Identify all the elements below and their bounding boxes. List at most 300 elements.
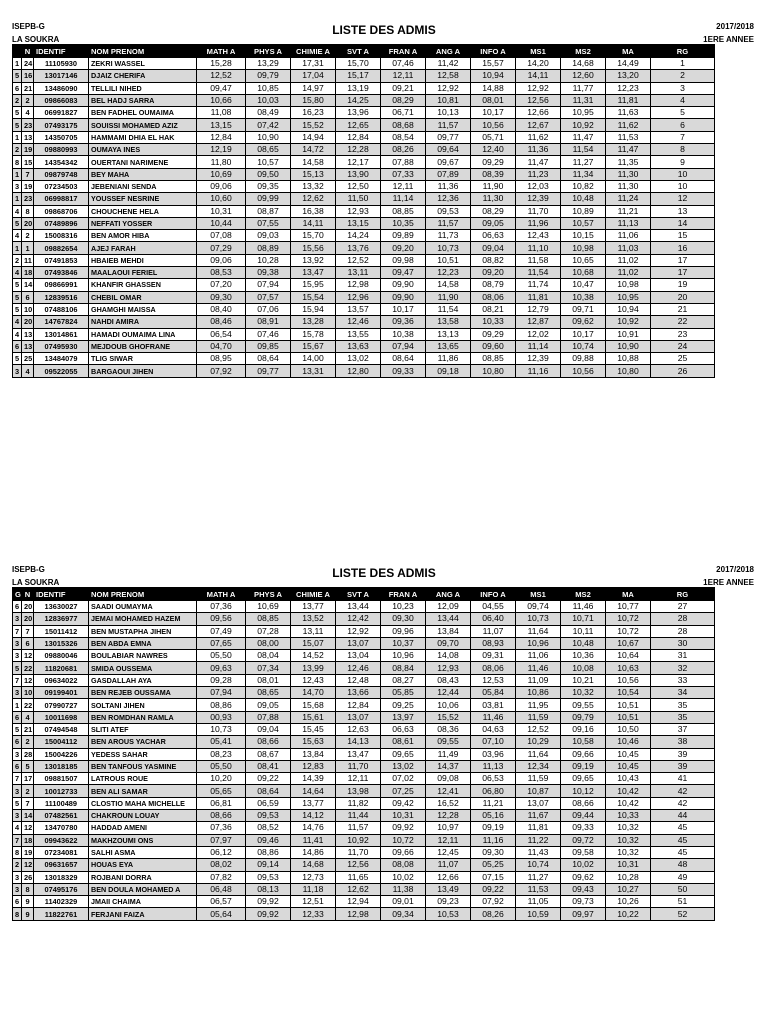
chimie-cell: 14,94 — [291, 131, 336, 143]
math-cell: 05,65 — [197, 785, 246, 797]
svt-cell: 12,46 — [336, 316, 381, 328]
table-row — [13, 205, 715, 217]
group-cell: 3 — [13, 180, 22, 192]
ang-cell: 09,70 — [426, 637, 471, 649]
math-cell: 06,81 — [197, 797, 246, 809]
phys-cell: 10,28 — [246, 254, 291, 266]
ang-cell: 12,11 — [426, 834, 471, 846]
rank-cell: 10 — [651, 180, 715, 192]
identifier-cell: 13484079 — [34, 353, 89, 365]
chimie-cell: 14,39 — [291, 773, 336, 785]
ms2-cell: 09,33 — [561, 822, 606, 834]
svt-cell: 13,07 — [336, 711, 381, 723]
rank-cell: 8 — [651, 144, 715, 156]
svt-cell: 13,02 — [336, 353, 381, 365]
chimie-cell: 14,52 — [291, 650, 336, 662]
rank-cell: 35 — [651, 711, 715, 723]
identifier-cell: 09881507 — [34, 773, 89, 785]
ms2-cell: 10,15 — [561, 230, 606, 242]
ms1-cell: 11,46 — [516, 662, 561, 674]
info-cell: 15,57 — [471, 58, 516, 70]
identifier-cell: 11100489 — [34, 797, 89, 809]
phys-cell: 08,65 — [246, 687, 291, 699]
table-row — [13, 662, 715, 674]
ms2-cell: 09,58 — [561, 846, 606, 858]
fran-cell: 09,65 — [381, 748, 426, 760]
fran-cell: 08,61 — [381, 736, 426, 748]
fran-cell: 10,72 — [381, 834, 426, 846]
table-row — [13, 303, 715, 315]
fran-cell: 11,14 — [381, 193, 426, 205]
fran-cell: 09,30 — [381, 613, 426, 625]
ms2-cell: 10,82 — [561, 180, 606, 192]
group-cell: 2 — [13, 144, 22, 156]
ms1-cell: 11,59 — [516, 711, 561, 723]
phys-cell: 09,99 — [246, 193, 291, 205]
info-cell: 10,94 — [471, 70, 516, 82]
ms2-cell: 10,57 — [561, 217, 606, 229]
table-row — [13, 279, 715, 291]
group-cell: 5 — [13, 217, 22, 229]
group-cell: 3 — [13, 748, 22, 760]
chimie-cell: 15,68 — [291, 699, 336, 711]
math-cell: 00,93 — [197, 711, 246, 723]
ang-cell: 15,52 — [426, 711, 471, 723]
ms1-cell: 12,03 — [516, 180, 561, 192]
svt-cell: 12,52 — [336, 254, 381, 266]
identifier-cell: 14767824 — [34, 316, 89, 328]
phys-cell: 08,85 — [246, 613, 291, 625]
math-cell: 09,30 — [197, 291, 246, 303]
number-cell: 13 — [22, 328, 34, 340]
column-header: ANG A — [426, 45, 471, 58]
ma-cell: 10,50 — [606, 723, 651, 735]
fran-cell: 08,84 — [381, 662, 426, 674]
identifier-cell: 13017146 — [34, 70, 89, 82]
identifier-cell: 12836977 — [34, 613, 89, 625]
ms2-cell: 10,56 — [561, 365, 606, 377]
chimie-cell: 13,77 — [291, 601, 336, 613]
fran-cell: 08,26 — [381, 144, 426, 156]
chimie-cell: 15,52 — [291, 119, 336, 131]
svt-cell: 11,57 — [336, 822, 381, 834]
math-cell: 11,80 — [197, 156, 246, 168]
group-cell: 6 — [13, 601, 22, 613]
math-cell: 07,36 — [197, 601, 246, 613]
ma-cell: 11,02 — [606, 267, 651, 279]
ms1-cell: 11,27 — [516, 871, 561, 883]
ms1-cell: 11,58 — [516, 254, 561, 266]
ma-cell: 10,51 — [606, 711, 651, 723]
rank-cell: 34 — [651, 687, 715, 699]
identifier-cell: 07495176 — [34, 883, 89, 895]
ms2-cell: 10,02 — [561, 859, 606, 871]
fran-cell: 09,98 — [381, 254, 426, 266]
table-row — [13, 217, 715, 229]
info-cell: 03,96 — [471, 748, 516, 760]
identifier-cell: 09634022 — [34, 674, 89, 686]
group-cell: 3 — [13, 785, 22, 797]
chimie-cell: 13,77 — [291, 797, 336, 809]
ang-cell: 11,90 — [426, 291, 471, 303]
identifier-cell: 07488106 — [34, 303, 89, 315]
info-cell: 08,85 — [471, 353, 516, 365]
phys-cell: 07,28 — [246, 625, 291, 637]
ang-cell: 12,66 — [426, 871, 471, 883]
number-cell: 21 — [22, 723, 34, 735]
fran-cell: 09,66 — [381, 846, 426, 858]
rank-cell: 38 — [651, 736, 715, 748]
table-row — [13, 601, 715, 613]
ms1-cell: 11,54 — [516, 267, 561, 279]
chimie-cell: 11,18 — [291, 883, 336, 895]
ms1-cell: 11,16 — [516, 365, 561, 377]
table-row — [13, 242, 715, 254]
number-cell: 18 — [22, 267, 34, 279]
identifier-cell: 07495930 — [34, 340, 89, 352]
table-row — [13, 883, 715, 895]
number-cell: 24 — [22, 58, 34, 70]
group-cell: 1 — [13, 131, 22, 143]
rank-cell: 28 — [651, 625, 715, 637]
ms2-cell: 10,47 — [561, 279, 606, 291]
ms2-cell: 10,38 — [561, 291, 606, 303]
name-cell: NEFFATI YOSSER — [89, 217, 197, 229]
table-row — [13, 180, 715, 192]
table-row — [13, 230, 715, 242]
chimie-cell: 14,12 — [291, 810, 336, 822]
table-row — [13, 797, 715, 809]
phys-cell: 08,01 — [246, 674, 291, 686]
identifier-cell: 12839516 — [34, 291, 89, 303]
info-cell: 14,88 — [471, 82, 516, 94]
school-name: ISEPB-G — [12, 22, 45, 31]
name-cell: BOULABIAR NAWRES — [89, 650, 197, 662]
group-cell: 3 — [13, 687, 22, 699]
table-row — [13, 785, 715, 797]
ms1-cell: 10,86 — [516, 687, 561, 699]
group-cell: 6 — [13, 736, 22, 748]
phys-cell: 09,92 — [246, 908, 291, 920]
ms1-cell: 12,39 — [516, 193, 561, 205]
column-header: ANG A — [426, 588, 471, 601]
info-cell: 08,06 — [471, 291, 516, 303]
info-cell: 07,15 — [471, 871, 516, 883]
math-cell: 06,57 — [197, 896, 246, 908]
ma-cell: 11,02 — [606, 254, 651, 266]
ms2-cell: 10,12 — [561, 785, 606, 797]
name-cell: BARGAOUI JIHEN — [89, 365, 197, 377]
ma-cell: 10,51 — [606, 699, 651, 711]
ma-cell: 10,72 — [606, 613, 651, 625]
ang-cell: 10,13 — [426, 107, 471, 119]
phys-cell: 09,05 — [246, 699, 291, 711]
name-cell: BEN AMOR HIBA — [89, 230, 197, 242]
fran-cell: 13,02 — [381, 760, 426, 772]
fran-cell: 07,46 — [381, 58, 426, 70]
ms2-cell: 10,65 — [561, 254, 606, 266]
rank-cell: 1 — [651, 58, 715, 70]
phys-cell: 09,04 — [246, 723, 291, 735]
identifier-cell: 09631657 — [34, 859, 89, 871]
fran-cell: 13,97 — [381, 711, 426, 723]
info-cell: 10,17 — [471, 107, 516, 119]
identifier-cell: 10012733 — [34, 785, 89, 797]
column-header: PHYS A — [246, 45, 291, 58]
number-cell: 7 — [22, 168, 34, 180]
info-cell: 06,80 — [471, 785, 516, 797]
number-cell: 13 — [22, 131, 34, 143]
ms1-cell: 11,05 — [516, 896, 561, 908]
ms1-cell: 11,74 — [516, 279, 561, 291]
ang-cell: 12,93 — [426, 662, 471, 674]
svt-cell: 12,84 — [336, 699, 381, 711]
rank-cell: 9 — [651, 156, 715, 168]
rank-cell: 17 — [651, 254, 715, 266]
academic-year: 2017/2018 — [716, 22, 754, 31]
name-cell: BEN AROUS YACHAR — [89, 736, 197, 748]
group-cell: 6 — [13, 760, 22, 772]
fran-cell: 10,17 — [381, 303, 426, 315]
ang-cell: 12,23 — [426, 267, 471, 279]
identifier-cell: 13486090 — [34, 82, 89, 94]
math-cell: 07,97 — [197, 834, 246, 846]
table-row — [13, 119, 715, 131]
ang-cell: 12,44 — [426, 687, 471, 699]
info-cell: 07,92 — [471, 896, 516, 908]
phys-cell: 09,50 — [246, 168, 291, 180]
chimie-cell: 17,04 — [291, 70, 336, 82]
name-cell: JEMAI MOHAMED HAZEM — [89, 613, 197, 625]
fran-cell: 10,96 — [381, 650, 426, 662]
name-cell: HBAIEB MEHDI — [89, 254, 197, 266]
number-cell: 22 — [22, 699, 34, 711]
column-header — [13, 45, 22, 58]
ma-cell: 10,64 — [606, 650, 651, 662]
rank-cell: 14 — [651, 217, 715, 229]
group-cell: 1 — [13, 242, 22, 254]
ma-cell: 10,72 — [606, 625, 651, 637]
rank-cell: 23 — [651, 328, 715, 340]
phys-cell: 09,35 — [246, 180, 291, 192]
ma-cell: 11,24 — [606, 193, 651, 205]
rank-cell: 51 — [651, 896, 715, 908]
ms1-cell: 09,74 — [516, 601, 561, 613]
name-cell: KHANFIR GHASSEN — [89, 279, 197, 291]
number-cell: 22 — [22, 662, 34, 674]
ms1-cell: 12,34 — [516, 760, 561, 772]
name-cell: OUERTANI NARIMENE — [89, 156, 197, 168]
identifier-cell: 09880046 — [34, 650, 89, 662]
number-cell: 25 — [22, 353, 34, 365]
column-header: RG — [651, 588, 715, 601]
info-cell: 05,25 — [471, 859, 516, 871]
chimie-cell: 13,28 — [291, 316, 336, 328]
number-cell: 9 — [22, 908, 34, 920]
ang-cell: 10,81 — [426, 94, 471, 106]
math-cell: 05,41 — [197, 736, 246, 748]
chimie-cell: 13,52 — [291, 613, 336, 625]
math-cell: 07,65 — [197, 637, 246, 649]
ang-cell: 14,37 — [426, 760, 471, 772]
ms2-cell: 09,88 — [561, 353, 606, 365]
number-cell: 20 — [22, 217, 34, 229]
group-cell: 3 — [13, 637, 22, 649]
svt-cell: 14,13 — [336, 736, 381, 748]
column-header: MS2 — [561, 45, 606, 58]
identifier-cell: 11820681 — [34, 662, 89, 674]
identifier-cell: 07489896 — [34, 217, 89, 229]
chimie-cell: 16,23 — [291, 107, 336, 119]
svt-cell: 12,48 — [336, 674, 381, 686]
fran-cell: 08,08 — [381, 859, 426, 871]
rank-cell: 19 — [651, 279, 715, 291]
group-cell: 7 — [13, 773, 22, 785]
name-cell: DJAIZ CHERIFA — [89, 70, 197, 82]
fran-cell: 09,96 — [381, 625, 426, 637]
chimie-cell: 13,92 — [291, 254, 336, 266]
identifier-cell: 14350705 — [34, 131, 89, 143]
group-cell: 6 — [13, 711, 22, 723]
ms2-cell: 10,74 — [561, 340, 606, 352]
info-cell: 11,16 — [471, 834, 516, 846]
chimie-cell: 15,67 — [291, 340, 336, 352]
info-cell: 05,84 — [471, 687, 516, 699]
math-cell: 10,31 — [197, 205, 246, 217]
ma-cell: 10,90 — [606, 340, 651, 352]
ms2-cell: 10,48 — [561, 637, 606, 649]
fran-cell: 09,01 — [381, 896, 426, 908]
name-cell: HOUAS EYA — [89, 859, 197, 871]
group-cell: 2 — [13, 859, 22, 871]
fran-cell: 09,89 — [381, 230, 426, 242]
info-cell: 04,63 — [471, 723, 516, 735]
ma-cell: 10,32 — [606, 834, 651, 846]
svt-cell: 11,82 — [336, 797, 381, 809]
number-cell: 12 — [22, 650, 34, 662]
ang-cell: 09,53 — [426, 205, 471, 217]
ma-cell: 11,13 — [606, 217, 651, 229]
ms2-cell: 09,62 — [561, 871, 606, 883]
identifier-cell: 07482561 — [34, 810, 89, 822]
ang-cell: 09,67 — [426, 156, 471, 168]
ma-cell: 10,56 — [606, 674, 651, 686]
math-cell: 12,52 — [197, 70, 246, 82]
column-header: MA — [606, 588, 651, 601]
admis-sheet-2 — [12, 563, 756, 921]
name-cell: JEBENIANI SENDA — [89, 180, 197, 192]
fran-cell: 11,38 — [381, 883, 426, 895]
ms1-cell: 10,74 — [516, 859, 561, 871]
name-cell: LATROUS ROUE — [89, 773, 197, 785]
fran-cell: 12,11 — [381, 180, 426, 192]
ang-cell: 08,43 — [426, 674, 471, 686]
math-cell: 09,63 — [197, 662, 246, 674]
svt-cell: 13,44 — [336, 601, 381, 613]
ms2-cell: 10,58 — [561, 736, 606, 748]
admis-sheet-1 — [12, 20, 756, 378]
table-row — [13, 822, 715, 834]
svt-cell: 15,17 — [336, 70, 381, 82]
group-cell: 1 — [13, 58, 22, 70]
table-row — [13, 365, 715, 377]
table-row — [13, 650, 715, 662]
identifier-cell: 13018185 — [34, 760, 89, 772]
phys-cell: 09,53 — [246, 871, 291, 883]
ms1-cell: 11,47 — [516, 156, 561, 168]
ma-cell: 11,30 — [606, 168, 651, 180]
ang-cell: 12,09 — [426, 601, 471, 613]
svt-cell: 13,11 — [336, 267, 381, 279]
ang-cell: 09,64 — [426, 144, 471, 156]
ms1-cell: 11,22 — [516, 834, 561, 846]
name-cell: TLIG SIWAR — [89, 353, 197, 365]
math-cell: 10,73 — [197, 723, 246, 735]
table-row — [13, 908, 715, 920]
ms1-cell: 12,92 — [516, 82, 561, 94]
info-cell: 06,53 — [471, 773, 516, 785]
math-cell: 09,56 — [197, 613, 246, 625]
ms2-cell: 11,27 — [561, 156, 606, 168]
phys-cell: 10,03 — [246, 94, 291, 106]
group-cell: 5 — [13, 279, 22, 291]
identifier-cell: 09866991 — [34, 279, 89, 291]
number-cell: 26 — [22, 871, 34, 883]
number-cell: 5 — [22, 760, 34, 772]
number-cell: 4 — [22, 365, 34, 377]
info-cell: 09,20 — [471, 267, 516, 279]
name-cell: YEDESS SAHAR — [89, 748, 197, 760]
math-cell: 07,82 — [197, 871, 246, 883]
svt-cell: 13,76 — [336, 242, 381, 254]
table-row — [13, 674, 715, 686]
rank-cell: 13 — [651, 205, 715, 217]
phys-cell: 08,52 — [246, 822, 291, 834]
column-header: INFO A — [471, 45, 516, 58]
ma-cell: 10,22 — [606, 908, 651, 920]
group-cell: 6 — [13, 340, 22, 352]
ms2-cell: 09,62 — [561, 316, 606, 328]
fran-cell: 06,63 — [381, 723, 426, 735]
rank-cell: 16 — [651, 242, 715, 254]
number-cell: 2 — [22, 736, 34, 748]
ma-cell: 11,35 — [606, 156, 651, 168]
page-title: LISTE DES ADMIS — [332, 566, 436, 580]
math-cell: 08,23 — [197, 748, 246, 760]
svt-cell: 13,98 — [336, 785, 381, 797]
svt-cell: 12,62 — [336, 883, 381, 895]
ang-cell: 13,49 — [426, 883, 471, 895]
column-header: NOM PRENOM — [89, 588, 197, 601]
svt-cell: 12,17 — [336, 156, 381, 168]
phys-cell: 10,90 — [246, 131, 291, 143]
chimie-cell: 12,73 — [291, 871, 336, 883]
svt-cell: 13,57 — [336, 303, 381, 315]
table-row — [13, 859, 715, 871]
math-cell: 07,92 — [197, 365, 246, 377]
phys-cell: 09,77 — [246, 365, 291, 377]
ms2-cell: 10,11 — [561, 625, 606, 637]
ma-cell: 10,26 — [606, 896, 651, 908]
ms2-cell: 10,36 — [561, 650, 606, 662]
svt-cell: 12,98 — [336, 908, 381, 920]
info-cell: 10,33 — [471, 316, 516, 328]
phys-cell: 08,66 — [246, 736, 291, 748]
fran-cell: 07,33 — [381, 168, 426, 180]
number-cell: 20 — [22, 601, 34, 613]
ms1-cell: 11,06 — [516, 650, 561, 662]
table-row — [13, 291, 715, 303]
